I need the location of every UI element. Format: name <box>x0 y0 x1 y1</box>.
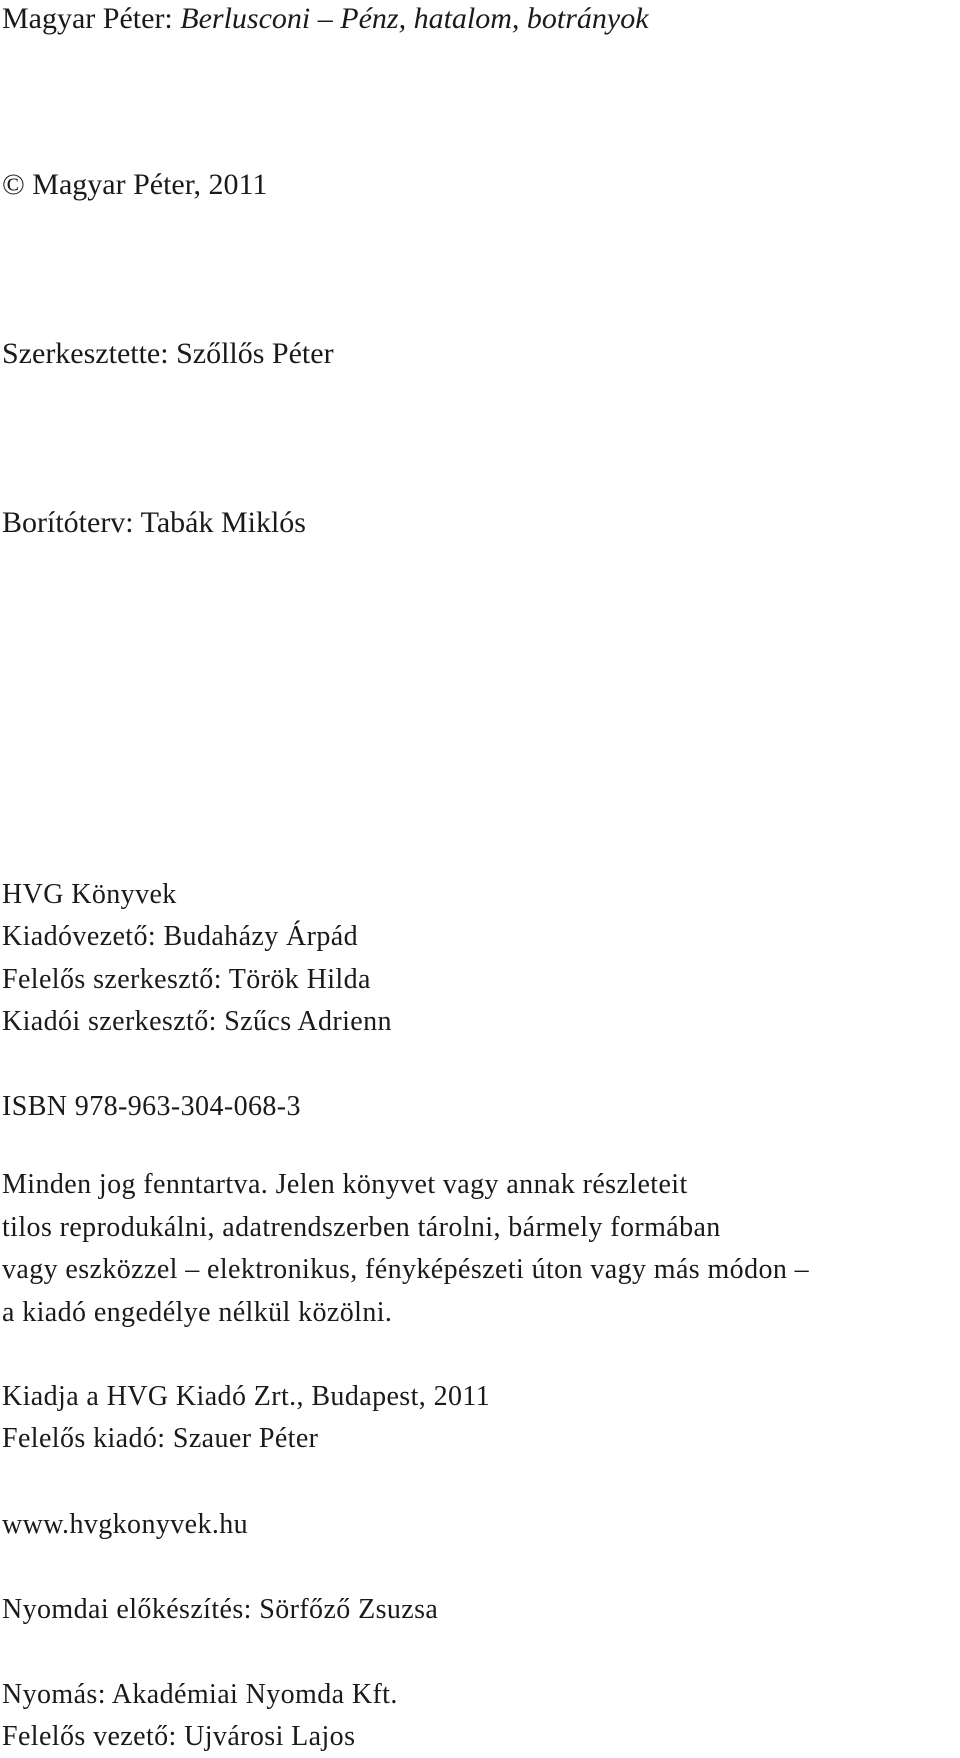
copyright-line: © Magyar Péter, 2011 <box>2 168 268 201</box>
website-line[interactable]: www.hvgkonyvek.hu <box>2 1509 249 1540</box>
author-prefix: Magyar Péter: <box>2 2 181 35</box>
rights-line-3: vagy eszközzel – elektronikus, fényképészeti úton vagy más módon – <box>2 1254 810 1285</box>
publishing-director-line: Kiadóvezető: Budaházy Árpád <box>2 921 359 952</box>
responsible-editor-line: Felelős szerkesztő: Török Hilda <box>2 964 371 995</box>
responsible-publisher-line: Felelős kiadó: Szauer Péter <box>2 1423 319 1454</box>
imprint-line: HVG Könyvek <box>2 879 177 910</box>
cover-design-line: Borítóterv: Tabák Miklós <box>2 506 306 539</box>
rights-line-4: a kiadó engedélye nélkül közölni. <box>2 1296 393 1328</box>
prepress-line: Nyomdai előkészítés: Sörfőző Zsuzsa <box>2 1594 439 1625</box>
printer-line: Nyomás: Akadémiai Nyomda Kft. <box>2 1679 398 1710</box>
rights-line-1: Minden jog fenntartva. Jelen könyvet vagy annak részleteit <box>2 1169 688 1200</box>
published-by-line: Kiadja a HVG Kiadó Zrt., Budapest, 2011 <box>2 1381 491 1412</box>
book-title: Berlusconi – Pénz, hatalom, botrányok <box>180 2 649 35</box>
editor-line: Szerkesztette: Szőllős Péter <box>2 337 334 370</box>
isbn-line: ISBN 978-963-304-068-3 <box>2 1091 301 1122</box>
title-line <box>2 2 649 36</box>
rights-paragraph <box>2 1164 809 1334</box>
printing-manager-line: Felelős vezető: Ujvárosi Lajos <box>2 1721 356 1752</box>
publishing-editor-line: Kiadói szerkesztő: Szűcs Adrienn <box>2 1006 392 1037</box>
rights-line-2: tilos reprodukálni, adatrendszerben tárolni, bármely formában <box>2 1211 721 1243</box>
